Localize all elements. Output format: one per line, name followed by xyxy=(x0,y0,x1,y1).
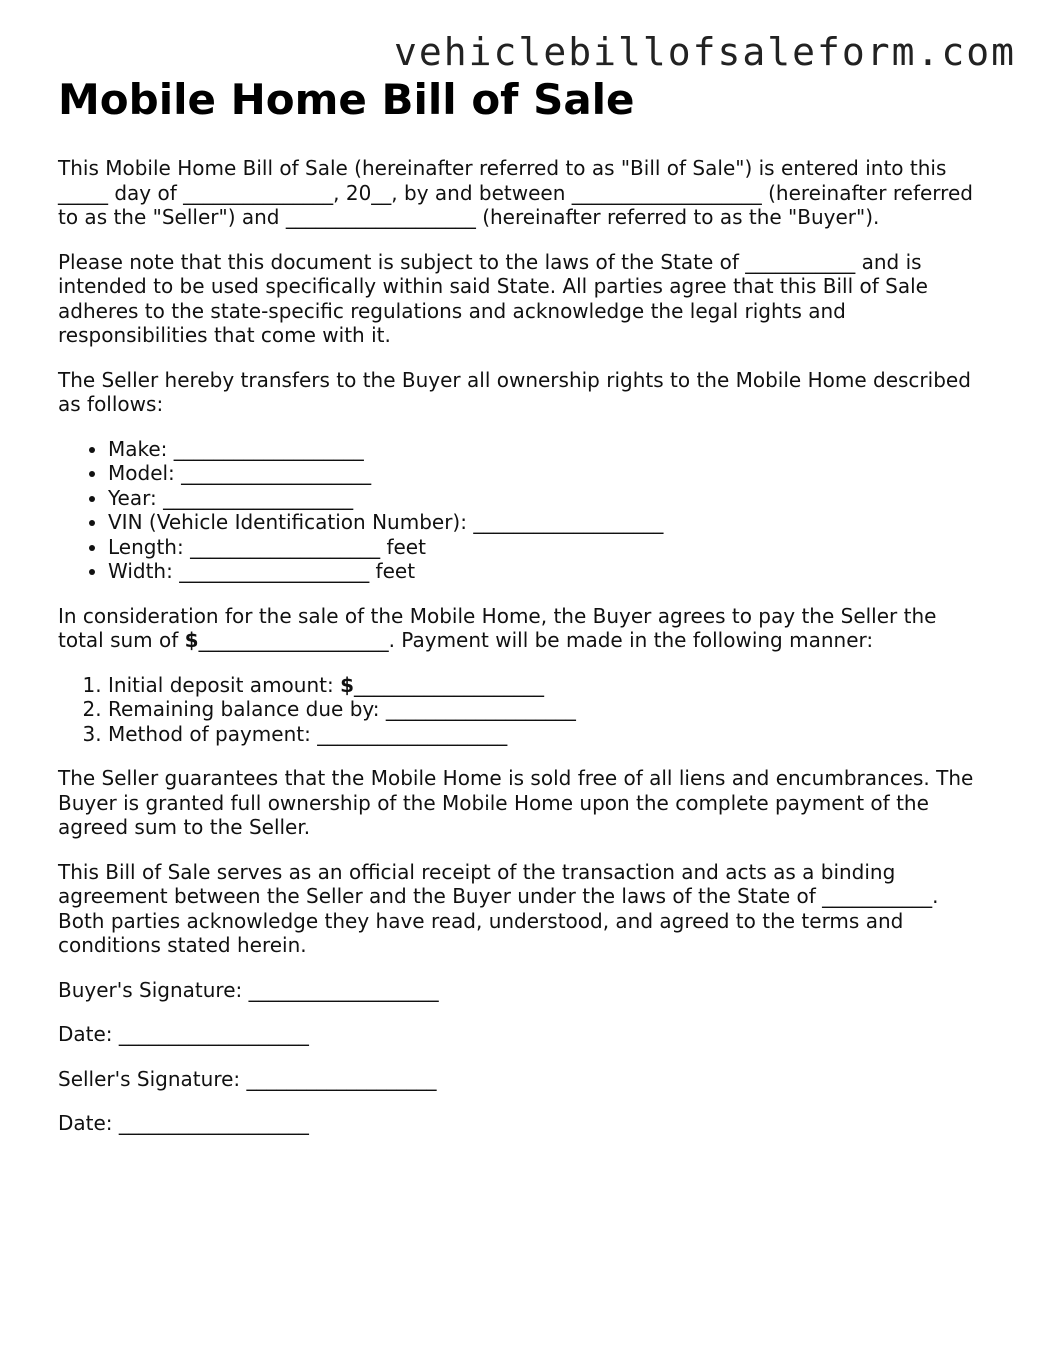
consideration-paragraph xyxy=(58,604,978,653)
make-item: • Make: ___________________ xyxy=(108,437,978,462)
width-item: • Width: ___________________ feet xyxy=(108,559,978,584)
receipt-paragraph: This Bill of Sale serves as an official receipt of the transaction and acts as a binding agreement between the Seller and the Buyer under the laws of the State of ___________. Both parties acknowledge they have read, understood, and agreed to the terms and conditions stated herein. xyxy=(58,859,939,957)
guarantee-paragraph: The Seller guarantees that the Mobile Home is sold free of all liens and encumbrances. The Buyer is granted full ownership of the Mobile Home upon the complete payment of the agreed sum to the Seller. xyxy=(58,766,974,839)
buyer-signature-line: Buyer's Signature: ___________________ xyxy=(58,977,439,1002)
description-list xyxy=(58,437,978,584)
seller-signature-line: Seller's Signature: ___________________ xyxy=(58,1066,437,1091)
page-title: Mobile Home Bill of Sale xyxy=(58,75,635,124)
method-item: 3. Method of payment: ___________________ xyxy=(108,722,978,747)
consideration-text-after: ___________________. Payment will be made in the following manner: xyxy=(198,628,874,652)
payment-list xyxy=(58,673,978,747)
model-item: • Model: ___________________ xyxy=(108,461,978,486)
vin-item: • VIN (Vehicle Identification Number): ___________________ xyxy=(108,510,978,535)
deposit-dollar-sign: $ xyxy=(340,672,354,697)
consideration-text-before: In consideration for the sale of the Mobile Home, the Buyer agrees to pay the Seller the total sum of xyxy=(58,603,937,652)
document-body xyxy=(58,74,978,1156)
deposit-label: Initial deposit amount: xyxy=(108,672,341,697)
consideration-dollar-sign: $ xyxy=(184,628,199,652)
seller-date-line: Date: ___________________ xyxy=(58,1111,309,1135)
site-watermark: vehiclebillofsaleform.com xyxy=(394,30,1016,74)
balance-item: 2. Remaining balance due by: ___________________ xyxy=(108,697,978,722)
transfer-paragraph: The Seller hereby transfers to the Buyer all ownership rights to the Mobile Home described as follows: xyxy=(58,367,971,416)
year-item: • Year: ___________________ xyxy=(108,486,978,511)
state-note-paragraph: Please note that this document is subject to the laws of the State of ___________ and is intended to be used specifically within said State. All parties agree that this Bill of Sale adheres to the state-specific regulations and acknowledge the legal rights and responsibilities that come with it. xyxy=(58,249,928,347)
deposit-item xyxy=(108,673,978,698)
deposit-blank: ___________________ xyxy=(354,672,544,697)
buyer-date-line: Date: ___________________ xyxy=(58,1022,309,1046)
intro-paragraph: This Mobile Home Bill of Sale (hereinafter referred to as "Bill of Sale") is entered into this _____ day of _______________, 20__, by and between ___________________ (hereinafter referred to as the "Seller") and ___________________ (hereinafter referred to as the "Buyer"). xyxy=(58,156,973,229)
length-item: • Length: ___________________ feet xyxy=(108,535,978,560)
